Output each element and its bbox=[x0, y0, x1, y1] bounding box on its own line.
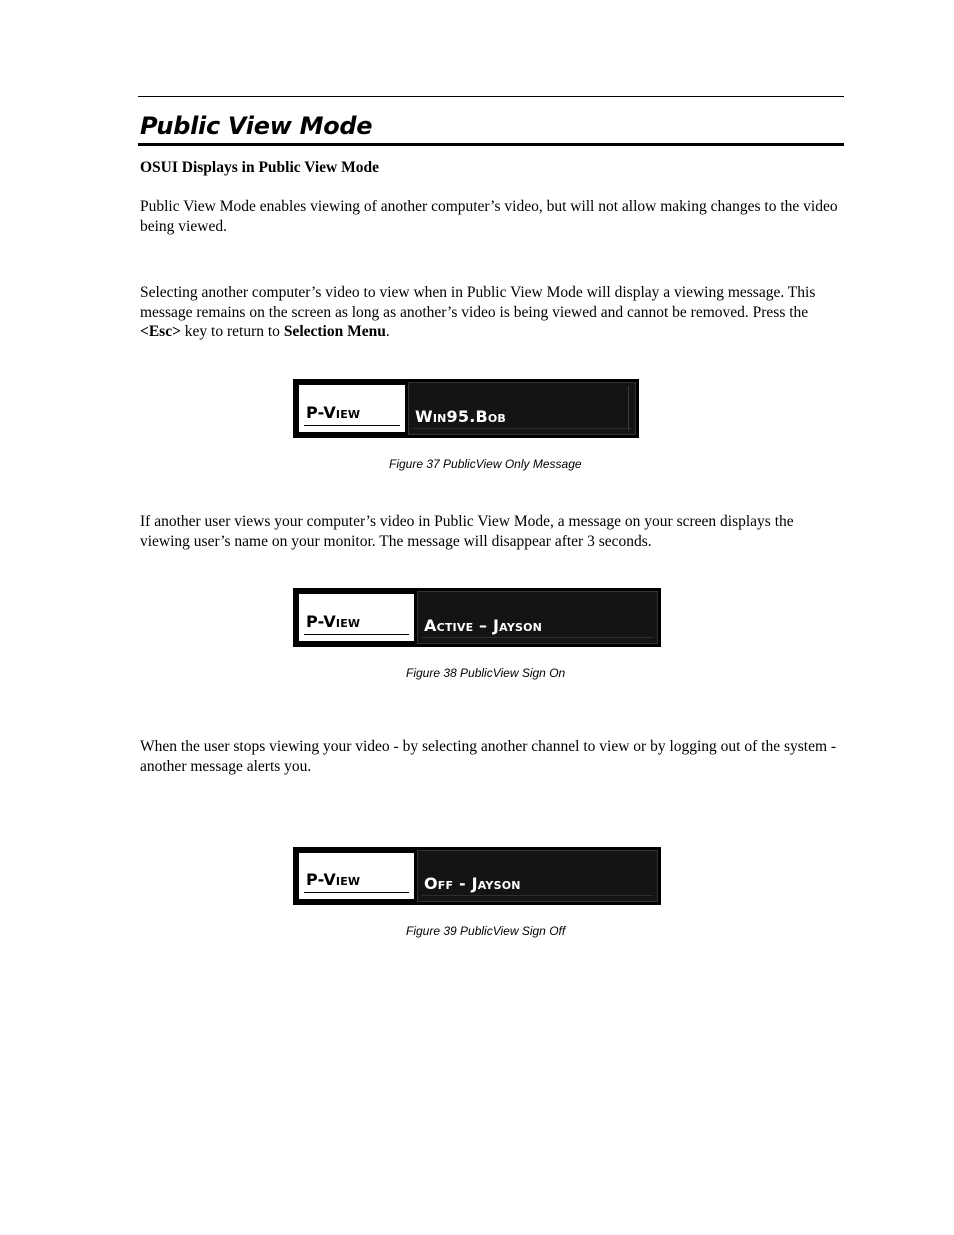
paragraph-text: . bbox=[385, 323, 390, 341]
esc-key-text: <Esc> bbox=[140, 323, 181, 341]
figure-caption: Figure 37 PublicView Only Message bbox=[389, 457, 582, 471]
osd-value-text: Win95.Bob bbox=[415, 407, 507, 426]
osd-mode-label: P-View bbox=[306, 870, 361, 889]
section-heading: OSUI Displays in Public View Mode bbox=[140, 159, 379, 176]
osd-value-text: Active – Jayson bbox=[424, 616, 543, 635]
osd-mode-box bbox=[297, 592, 416, 643]
osd-message-figure-39 bbox=[293, 847, 661, 905]
paragraph-text: key to return to bbox=[180, 323, 284, 341]
figure-caption: Figure 38 PublicView Sign On bbox=[406, 666, 566, 680]
selection-menu-text: Selection Menu bbox=[283, 323, 386, 341]
osd-mode-box bbox=[297, 851, 416, 901]
osd-value-box bbox=[408, 382, 636, 435]
osd-value-text: Off - Jayson bbox=[424, 874, 521, 893]
figure-caption: Figure 39 PublicView Sign Off bbox=[406, 924, 566, 938]
paragraph-selecting bbox=[140, 283, 846, 342]
header-rule bbox=[138, 96, 844, 97]
osd-underline bbox=[413, 428, 631, 429]
osd-underline bbox=[422, 895, 653, 896]
osd-edge-line bbox=[628, 386, 629, 431]
osd-mode-box bbox=[297, 383, 407, 434]
osd-mode-label: P-View bbox=[306, 403, 361, 422]
osd-underline bbox=[422, 637, 653, 638]
osd-underline bbox=[304, 892, 409, 893]
paragraph-text: Selecting another computer’s video to view when in Public View Mode will display a viewing message. This message remains on the screen as long as another’s video is being viewed and cannot be removed. Press the bbox=[140, 284, 816, 321]
paragraph-viewing-user: If another user views your computer’s video in Public View Mode, a message on your screen displays the viewing user’s name on your monitor. The message will disappear after 3 seconds. bbox=[140, 513, 794, 550]
osd-message-figure-37 bbox=[293, 379, 639, 438]
paragraph-stops-viewing: When the user stops viewing your video - by selecting another channel to view or by logging out of the system - another message alerts you. bbox=[140, 738, 837, 775]
osd-underline bbox=[304, 425, 400, 426]
osd-message-figure-38 bbox=[293, 588, 661, 647]
title-rule bbox=[138, 143, 844, 146]
osd-value-box bbox=[417, 591, 658, 644]
page-title: Public View Mode bbox=[140, 112, 373, 140]
osd-mode-label: P-View bbox=[306, 612, 361, 631]
osd-value-box bbox=[417, 850, 658, 902]
paragraph-intro: Public View Mode enables viewing of another computer’s video, but will not allow making changes to the video being viewed. bbox=[140, 198, 838, 235]
osd-underline bbox=[304, 634, 409, 635]
